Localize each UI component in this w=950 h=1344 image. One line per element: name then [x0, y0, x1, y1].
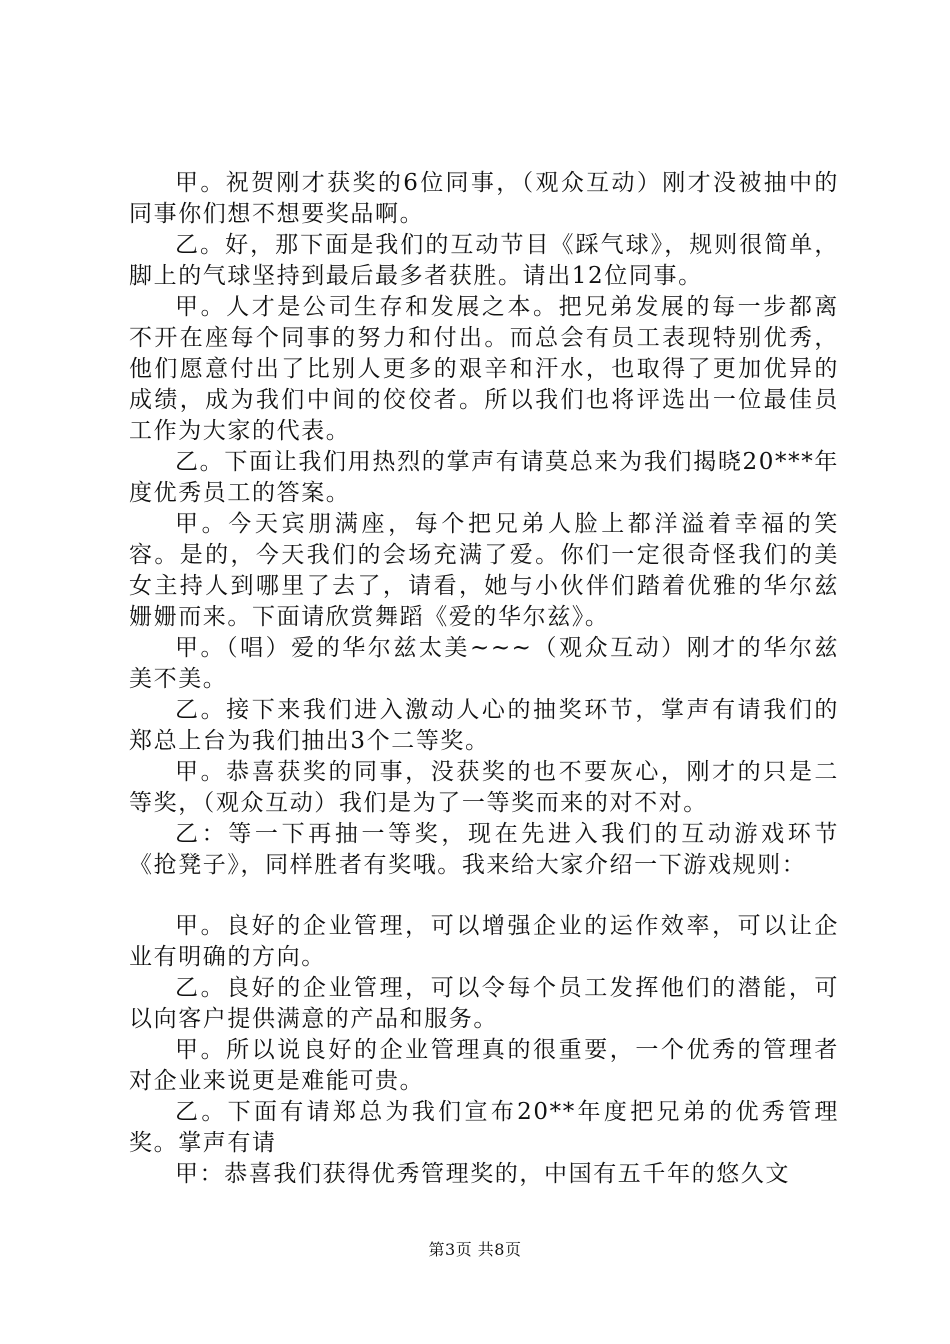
- paragraph-9: 乙：等一下再抽一等奖，现在先进入我们的互动游戏环节《抢凳子》，同样胜者有奖哦。我来给大家介绍一下游戏规则：: [129, 821, 839, 878]
- paragraph-5: 甲。今天宾朋满座，每个把兄弟人脸上都洋溢着幸福的笑容。是的，今天我们的会场充满了爱。你们一定很奇怪我们的美女主持人到哪里了去了，请看，她与小伙伴们踏着优雅的华尔兹姗姗而来。下面请欣赏舞蹈《爱的华尔兹》。: [129, 511, 839, 630]
- paragraph-6: 甲。（唱）爱的华尔兹太美~~~（观众互动）刚才的华尔兹美不美。: [129, 635, 839, 692]
- paragraph-13: 乙。下面有请郑总为我们宣布20**年度把兄弟的优秀管理奖。掌声有请: [129, 1099, 839, 1156]
- paragraph-10: 甲。良好的企业管理，可以增强企业的运作效率，可以让企业有明确的方向。: [129, 913, 839, 970]
- paragraph-7: 乙。接下来我们进入激动人心的抽奖环节，掌声有请我们的郑总上台为我们抽出3个二等奖。: [129, 697, 839, 754]
- paragraph-2: 乙。好，那下面是我们的互动节目《踩气球》，规则很简单，脚上的气球坚持到最后最多者获胜。请出12位同事。: [129, 232, 839, 289]
- document-body: [129, 168, 839, 1190]
- paragraph-12: 甲。所以说良好的企业管理真的很重要，一个优秀的管理者对企业来说更是难能可贵。: [129, 1037, 839, 1094]
- paragraph-4: 乙。下面让我们用热烈的掌声有请莫总来为我们揭晓20***年度优秀员工的答案。: [129, 449, 839, 506]
- paragraph-1: 甲。祝贺刚才获奖的6位同事，（观众互动）刚才没被抽中的同事你们想不想要奖品啊。: [129, 170, 839, 227]
- paragraph-8: 甲。恭喜获奖的同事，没获奖的也不要灰心，刚才的只是二等奖，（观众互动）我们是为了一等奖而来的对不对。: [129, 759, 839, 816]
- paragraph-3: 甲。人才是公司生存和发展之本。把兄弟发展的每一步都离不开在座每个同事的努力和付出。而总会有员工表现特别优秀，他们愿意付出了比别人更多的艰辛和汗水，也取得了更加优异的成绩，成为我们中间的佼佼者。所以我们也将评选出一位最佳员工作为大家的代表。: [129, 294, 839, 444]
- paragraph-14: 甲：恭喜我们获得优秀管理奖的，中国有五千年的悠久文: [175, 1161, 790, 1187]
- page-number-footer: 第3页 共8页: [428, 1240, 522, 1259]
- blank-line: [129, 881, 839, 911]
- paragraph-11: 乙。良好的企业管理，可以令每个员工发挥他们的潜能，可以向客户提供满意的产品和服务。: [129, 975, 839, 1032]
